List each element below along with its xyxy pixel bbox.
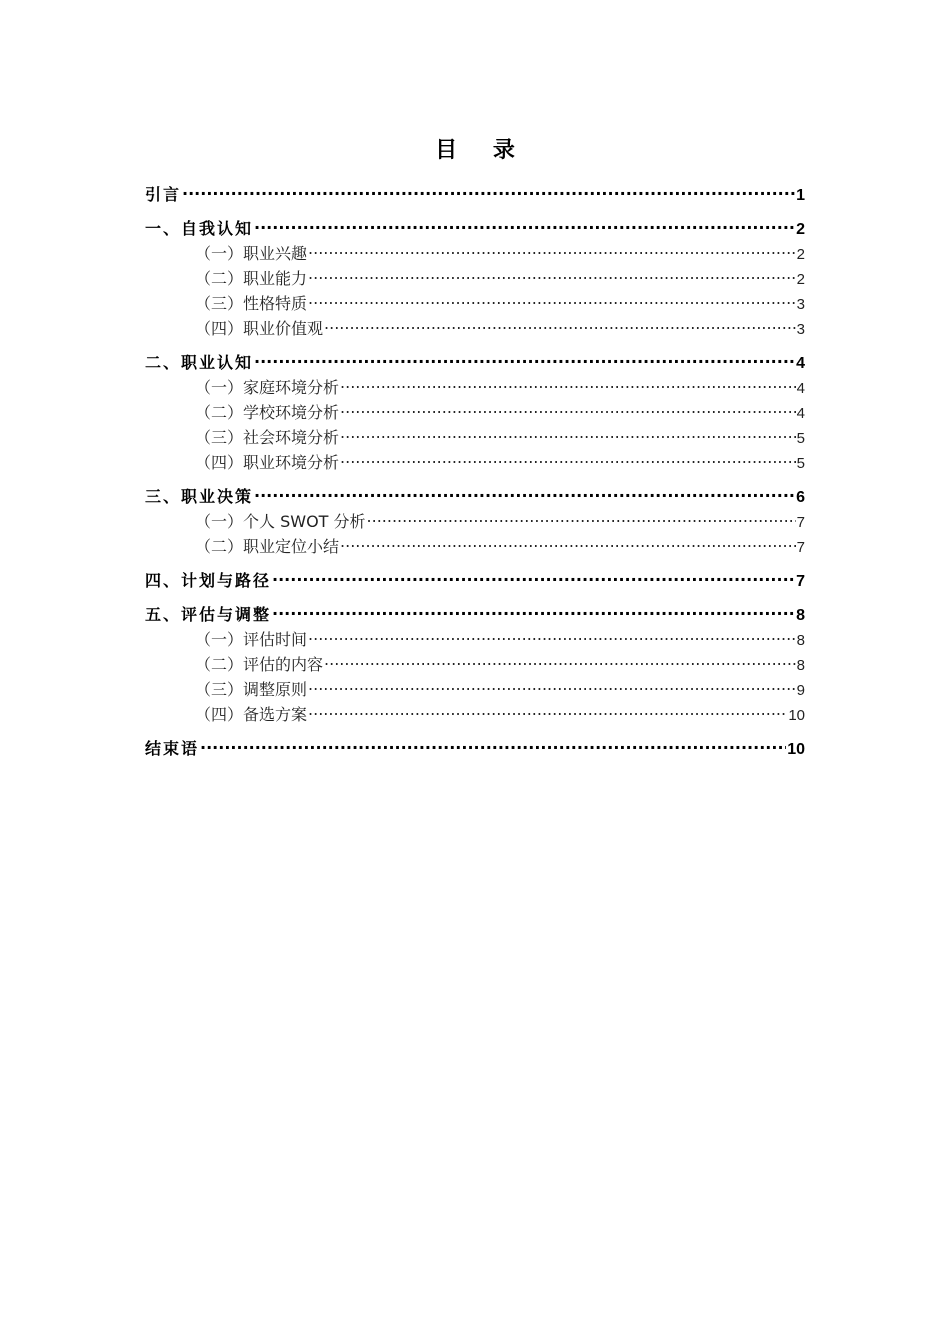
toc-page-number: 4 [796, 405, 805, 422]
dot-leader [340, 536, 796, 552]
toc-page-number: 8 [796, 607, 805, 624]
toc-entry-label: 五、评估与调整 [145, 605, 272, 624]
toc-subentry[interactable] [145, 241, 805, 266]
toc-page-number: 8 [796, 657, 805, 674]
toc-subentry[interactable] [145, 627, 805, 652]
dot-leader [308, 243, 796, 259]
toc-subentry[interactable] [145, 534, 805, 559]
toc-subentry[interactable] [145, 450, 805, 475]
toc-subentry-label: （四）职业价值观 [195, 319, 324, 338]
toc-page-number: 2 [796, 271, 805, 288]
page-title: 目 录 [435, 138, 529, 163]
toc-subentry[interactable] [145, 316, 805, 341]
toc-subentry-label: （三）调整原则 [195, 680, 308, 699]
dot-leader [200, 738, 786, 754]
toc-page-number: 10 [787, 741, 805, 758]
toc-subentry[interactable] [145, 291, 805, 316]
toc-subentry-label: （一）个人 SWOT 分析 [195, 512, 366, 531]
dot-leader [308, 679, 796, 695]
toc-page-number: 2 [796, 246, 805, 263]
toc-subentry-label: （二）职业能力 [195, 269, 308, 288]
toc-page-number: 7 [796, 539, 805, 556]
toc-subentry[interactable] [145, 375, 805, 400]
toc-page-number: 10 [788, 707, 805, 724]
dot-leader [340, 402, 796, 418]
toc-page-number: 1 [796, 187, 805, 204]
dot-leader [308, 704, 787, 720]
toc-subentry[interactable] [145, 266, 805, 291]
toc-subentry-label: （二）评估的内容 [195, 655, 324, 674]
toc-entry-label: 四、计划与路径 [145, 571, 272, 590]
toc-page-number: 3 [796, 296, 805, 313]
table-of-contents [145, 182, 805, 761]
dot-leader [182, 184, 795, 200]
toc-entry[interactable] [145, 602, 805, 627]
toc-subentry[interactable] [145, 677, 805, 702]
toc-entry-label: 一、自我认知 [145, 219, 254, 238]
toc-page-number: 4 [796, 380, 805, 397]
toc-subentry-label: （三）性格特质 [195, 294, 308, 313]
toc-subentry[interactable] [145, 400, 805, 425]
toc-page-number: 5 [796, 430, 805, 447]
dot-leader [254, 352, 795, 368]
toc-entry-label: 二、职业认知 [145, 353, 254, 372]
dot-leader [272, 570, 795, 586]
toc-page-number: 5 [796, 455, 805, 472]
toc-subentry-label: （二）职业定位小结 [195, 537, 340, 556]
dot-leader [254, 486, 795, 502]
dot-leader [324, 654, 796, 670]
dot-leader [308, 293, 796, 309]
toc-subentry-label: （四）职业环境分析 [195, 453, 340, 472]
toc-entry[interactable] [145, 568, 805, 593]
toc-entry-label: 结束语 [145, 739, 200, 758]
dot-leader [340, 452, 796, 468]
toc-page-number: 3 [796, 321, 805, 338]
toc-page-number: 6 [796, 489, 805, 506]
toc-subentry[interactable] [145, 652, 805, 677]
toc-subentry-label: （四）备选方案 [195, 705, 308, 724]
dot-leader [272, 604, 795, 620]
toc-entry[interactable] [145, 736, 805, 761]
toc-entry[interactable] [145, 350, 805, 375]
toc-entry-label: 三、职业决策 [145, 487, 254, 506]
toc-subentry-label: （三）社会环境分析 [195, 428, 340, 447]
toc-page-number: 2 [796, 221, 805, 238]
toc-entry[interactable] [145, 182, 805, 207]
toc-subentry[interactable] [145, 425, 805, 450]
dot-leader [324, 318, 796, 334]
dot-leader [308, 629, 796, 645]
toc-subentry-label: （一）家庭环境分析 [195, 378, 340, 397]
toc-subentry-label: （一）职业兴趣 [195, 244, 308, 263]
toc-entry[interactable] [145, 484, 805, 509]
dot-leader [308, 268, 796, 284]
dot-leader [367, 511, 796, 527]
toc-subentry-label: （二）学校环境分析 [195, 403, 340, 422]
dot-leader [254, 218, 795, 234]
toc-entry[interactable] [145, 216, 805, 241]
toc-subentry-label: （一）评估时间 [195, 630, 308, 649]
toc-page-number: 8 [796, 632, 805, 649]
dot-leader [340, 377, 796, 393]
toc-entry-label: 引言 [145, 185, 182, 204]
toc-page-number: 4 [796, 355, 805, 372]
toc-page-number: 7 [796, 514, 805, 531]
dot-leader [340, 427, 796, 443]
toc-subentry[interactable] [145, 509, 805, 534]
toc-page-number: 7 [796, 573, 805, 590]
toc-subentry[interactable] [145, 702, 805, 727]
toc-page-number: 9 [796, 682, 805, 699]
